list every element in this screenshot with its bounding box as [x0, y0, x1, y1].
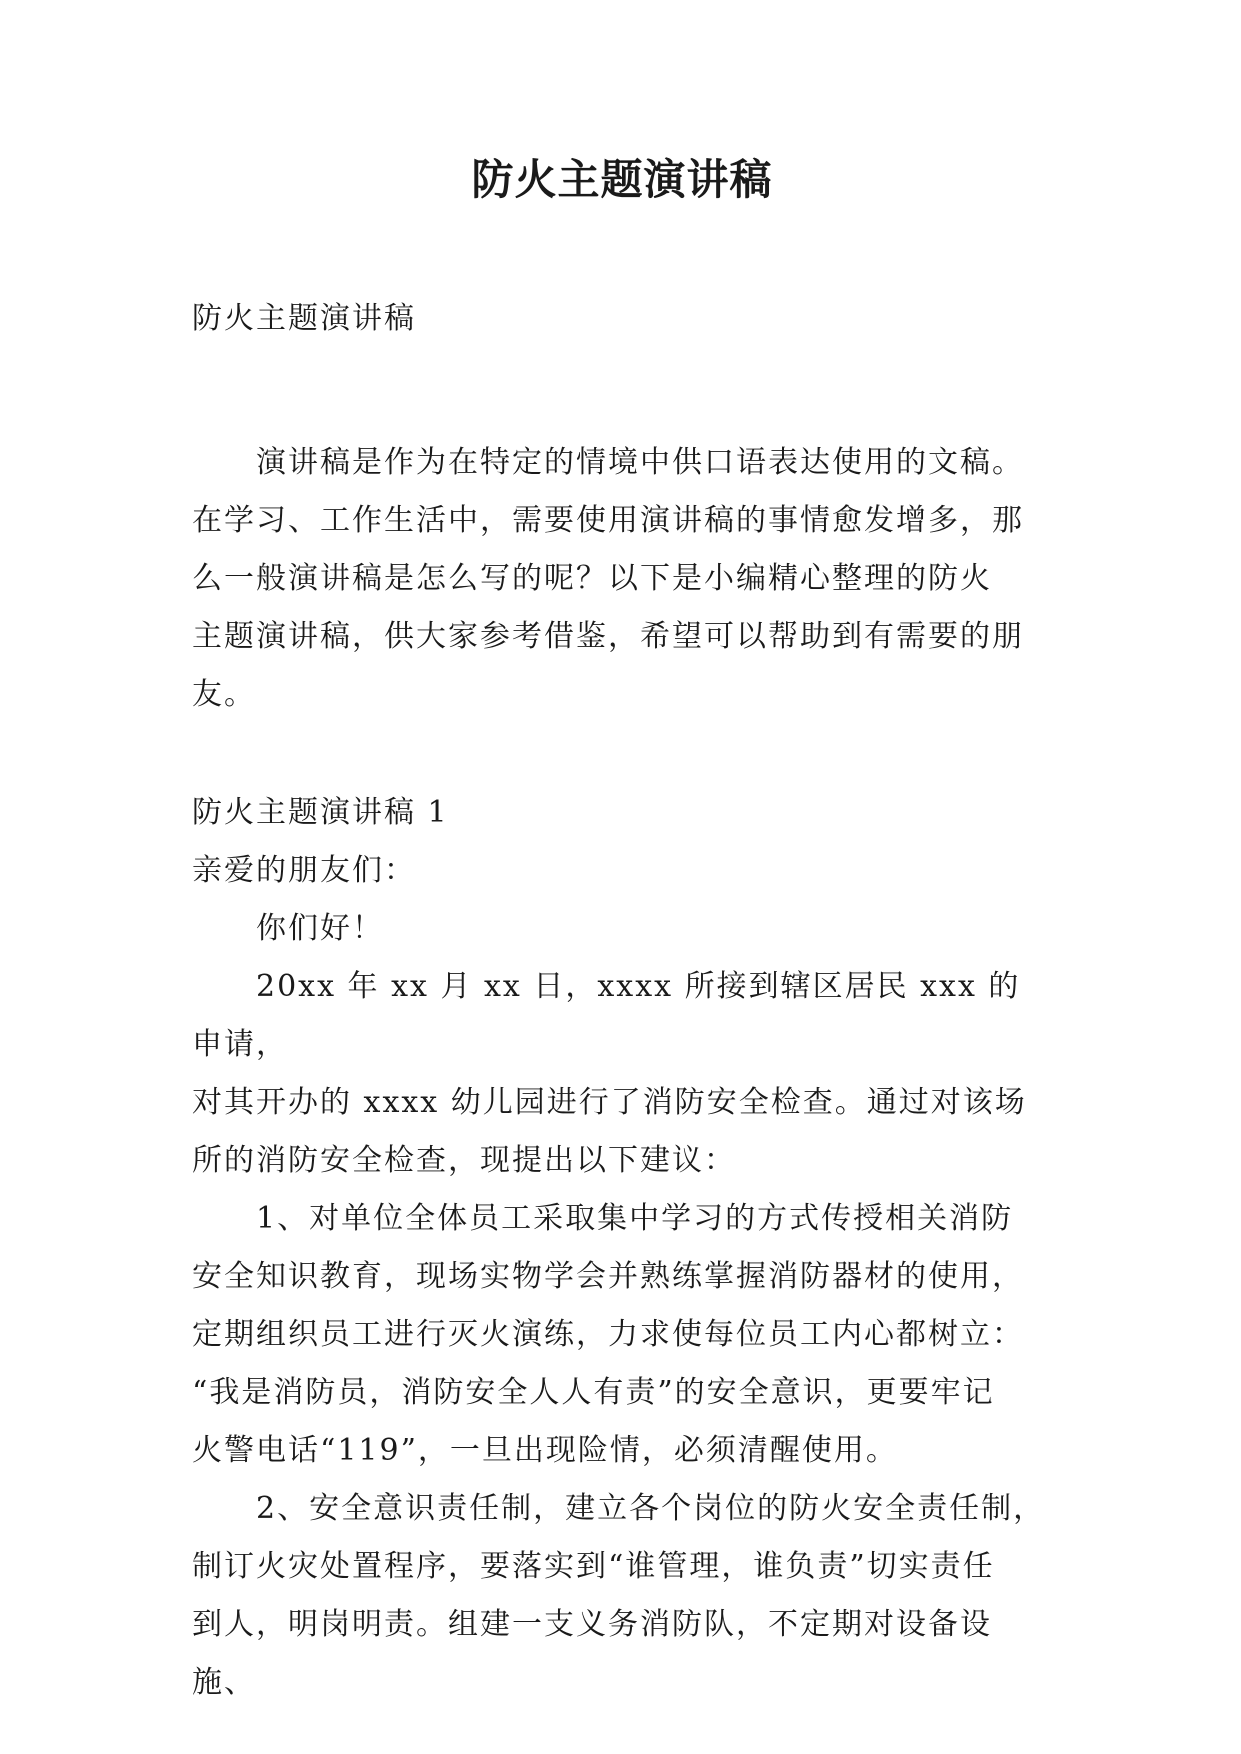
paragraph-1	[192, 958, 1052, 1190]
paragraph-2	[192, 1190, 1052, 1480]
spacer	[192, 348, 1052, 434]
paragraph-line: 火警电话“119”，一旦出现险情，必须清醒使用。	[192, 1433, 898, 1468]
paragraph-3	[192, 1480, 1052, 1712]
paragraph-line: 安全知识教育，现场实物学会并熟练掌握消防器材的使用，	[192, 1259, 1024, 1294]
paragraph-line: 对其开办的 xxxx 幼儿园进行了消防安全检查。通过对该场	[192, 1085, 1027, 1120]
intro-line: 么一般演讲稿是怎么写的呢？以下是小编精心整理的防火	[192, 561, 992, 596]
paragraph-line: 20xx 年 xx 月 xx 日，xxxx 所接到辖区居民 xxx 的申请，	[192, 969, 1021, 1062]
paragraph-line: 到人，明岗明责。组建一支义务消防队，不定期对设备设施、	[192, 1607, 992, 1700]
intro-line: 在学习、工作生活中，需要使用演讲稿的事情愈发增多，那	[192, 503, 1024, 538]
greeting: 你们好！	[256, 911, 384, 946]
paragraph-line: 所的消防安全检查，现提出以下建议：	[192, 1143, 736, 1178]
salutation: 亲爱的朋友们：	[192, 853, 416, 888]
paragraph-line: 1、对单位全体员工采取集中学习的方式传授相关消防	[256, 1201, 1014, 1236]
document-body	[192, 290, 1052, 1712]
section-heading: 防火主题演讲稿 1	[192, 795, 449, 830]
paragraph-line: “我是消防员，消防安全人人有责”的安全意识，更要牢记	[192, 1375, 995, 1410]
paragraph-line: 制订火灾处置程序，要落实到“谁管理，谁负责”切实责任	[192, 1549, 995, 1584]
intro-paragraph	[192, 434, 1052, 724]
spacer	[192, 724, 1052, 784]
paragraph-line: 2、安全意识责任制，建立各个岗位的防火安全责任制，	[256, 1491, 1046, 1526]
intro-line: 演讲稿是作为在特定的情境中供口语表达使用的文稿。	[256, 445, 1024, 480]
document-subtitle: 防火主题演讲稿	[192, 301, 416, 336]
intro-line: 主题演讲稿，供大家参考借鉴，希望可以帮助到有需要的朋	[192, 619, 1024, 654]
paragraph-line: 定期组织员工进行灭火演练，力求使每位员工内心都树立：	[192, 1317, 1024, 1352]
document-title: 防火主题演讲稿	[471, 155, 773, 204]
intro-line: 友。	[192, 677, 256, 712]
